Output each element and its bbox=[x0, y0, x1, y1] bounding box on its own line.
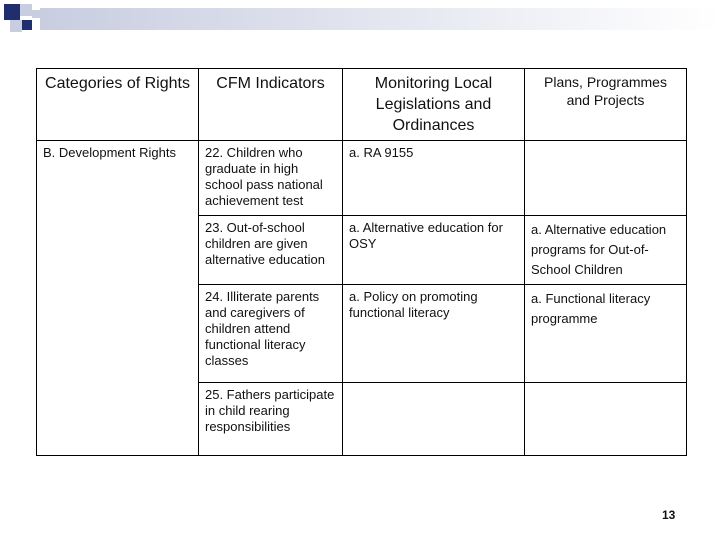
decor-square-dark bbox=[22, 20, 32, 30]
header-cfm-indicators: CFM Indicators bbox=[199, 69, 343, 141]
header-plans-programmes: Plans, Programmes and Projects bbox=[525, 69, 687, 141]
table-header-row bbox=[37, 69, 687, 141]
plan-cell bbox=[525, 383, 687, 456]
category-cell: B. Development Rights bbox=[37, 141, 199, 456]
legislation-cell: a. RA 9155 bbox=[343, 141, 525, 216]
plan-cell: a. Functional literacy programme bbox=[525, 285, 687, 383]
plan-cell: a. Alternative education programs for Out-of-School Children bbox=[525, 216, 687, 285]
indicator-cell: 23. Out-of-school children are given alternative education bbox=[199, 216, 343, 285]
decor-square-light bbox=[20, 4, 32, 16]
decor-gradient-bar bbox=[40, 8, 720, 30]
indicator-cell: 25. Fathers participate in child rearing responsibilities bbox=[199, 383, 343, 456]
plan-cell bbox=[525, 141, 687, 216]
indicator-cell: 22. Children who graduate in high school pass national achievement test bbox=[199, 141, 343, 216]
rights-table bbox=[36, 68, 687, 456]
legislation-cell bbox=[343, 383, 525, 456]
header-monitoring-legislations: Monitoring Local Legislations and Ordinances bbox=[343, 69, 525, 141]
table-row bbox=[37, 141, 687, 216]
legislation-cell: a. Policy on promoting functional literacy bbox=[343, 285, 525, 383]
indicator-cell: 24. Illiterate parents and caregivers of children attend functional literacy classes bbox=[199, 285, 343, 383]
legislation-cell: a. Alternative education for OSY bbox=[343, 216, 525, 285]
page-number: 13 bbox=[662, 508, 676, 522]
decor-square-light bbox=[32, 10, 40, 18]
header-categories: Categories of Rights bbox=[37, 69, 199, 141]
decor-square-dark bbox=[4, 4, 20, 20]
slide-decoration bbox=[0, 0, 720, 40]
decor-square-light bbox=[10, 20, 22, 32]
